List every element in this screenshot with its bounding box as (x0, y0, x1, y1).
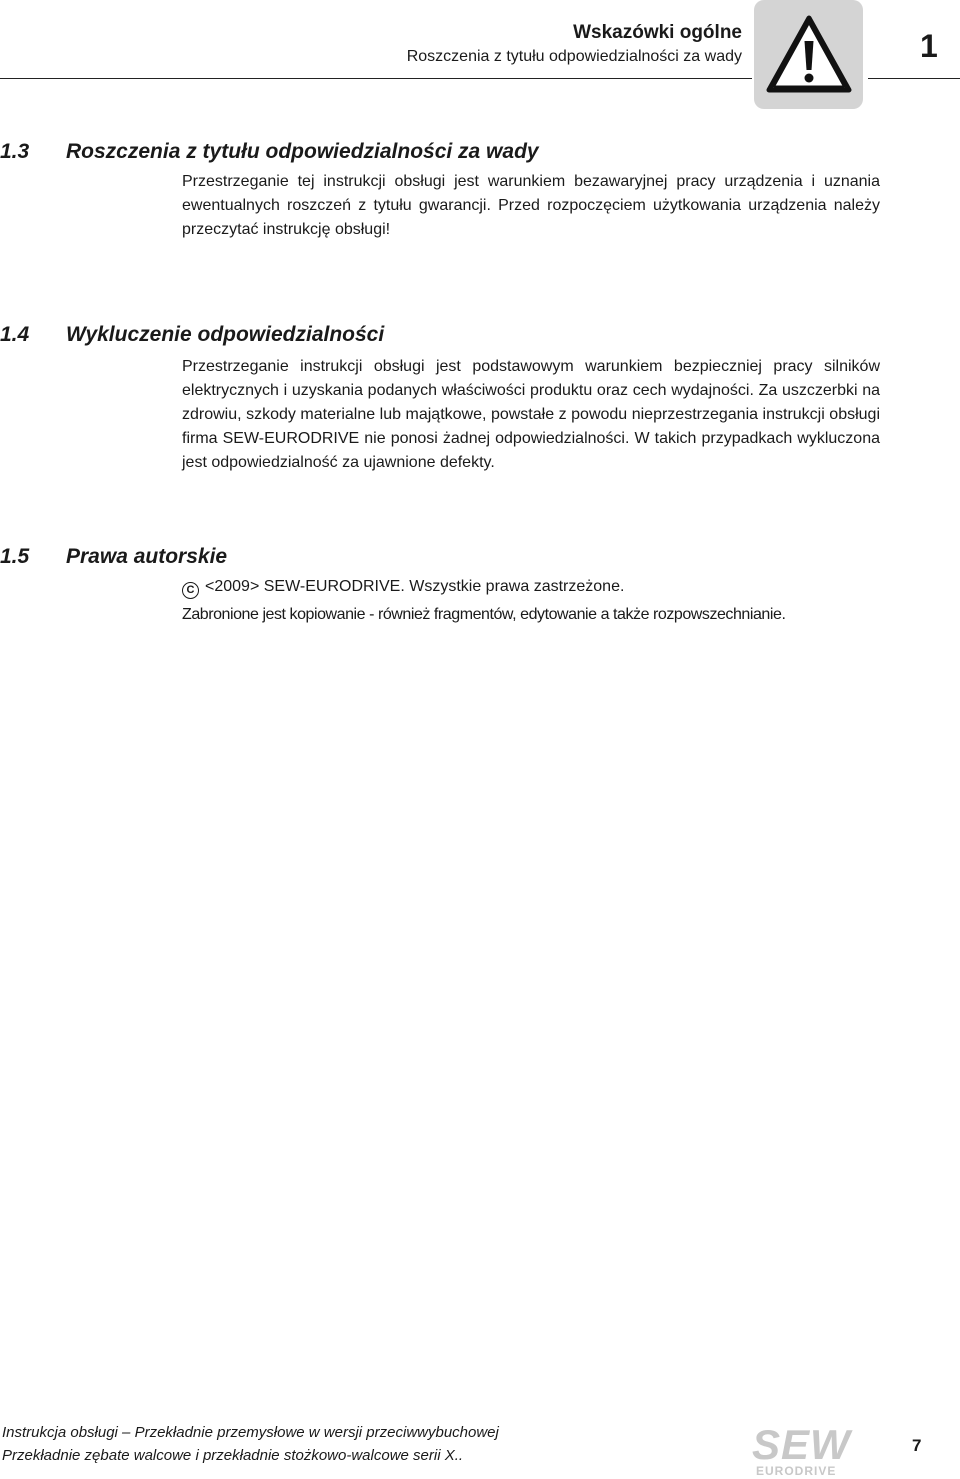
copyright-icon: C (182, 582, 199, 599)
copy-notice: Zabronione jest kopiowanie - również fragmentów, edytowanie a także rozpowszechnianie. (182, 606, 786, 623)
copyright-text: <2009> SEW-EURODRIVE. Wszystkie prawa zastrzeżone. (205, 578, 625, 595)
copyright-line (182, 578, 624, 599)
section-number: 1.3 (0, 140, 30, 163)
section-heading-1-4 (0, 323, 384, 347)
warning-box (754, 0, 863, 109)
section-title: Prawa autorskie (66, 545, 228, 568)
section-number: 1.5 (0, 545, 30, 568)
logo-sew: SEW (752, 1421, 851, 1468)
header-rule-right (868, 78, 960, 79)
section-1-4-body: Przestrzeganie instrukcji obsługi jest podstawowym warunkiem bezpieczniej pracy silników elektrycznych i uzyskania podanych właściwości produktu oraz cech wydajności. Za uszczerbki na zdrowiu, szkody materialne lub majątkowe, powstałe z powodu nieprzestrzegania instrukcji obsługi firma SEW-EURODRIVE nie ponosi żadnej odpowiedzialności. W takich przypadkach wykluczona jest odpowiedzialność za ujawnione defekty. (182, 358, 880, 471)
header-rule (0, 78, 752, 79)
sew-eurodrive-logo (752, 1421, 858, 1478)
section-heading-1-5 (0, 545, 227, 569)
header-subtitle: Roszczenia z tytułu odpowiedzialności za wady (406, 48, 742, 65)
header-title: Wskazówki ogólne (573, 22, 742, 43)
section-1-3-body: Przestrzeganie tej instrukcji obsługi jest warunkiem bezawaryjnej pracy urządzenia i uznania ewentualnych roszczeń z tytułu gwarancji. Przed rozpoczęciem użytkowania urządzenia należy przeczytać instrukcję obsługi! (182, 173, 880, 238)
footer-line-1: Instrukcja obsługi – Przekładnie przemysłowe w wersji przeciwwybuchowej (2, 1424, 499, 1441)
warning-triangle-icon (766, 14, 852, 94)
section-title: Wykluczenie odpowiedzialności (66, 323, 385, 346)
section-title: Roszczenia z tytułu odpowiedzialności za wady (66, 140, 539, 163)
section-number: 1.4 (0, 323, 30, 346)
section-heading-1-3 (0, 140, 539, 164)
footer-line-2: Przekładnie zębate walcowe i przekładnie stożkowo-walcowe serii X.. (2, 1447, 464, 1464)
logo-eurodrive: EURODRIVE (756, 1464, 837, 1478)
page-number: 7 (912, 1436, 922, 1455)
chapter-number: 1 (920, 28, 938, 64)
